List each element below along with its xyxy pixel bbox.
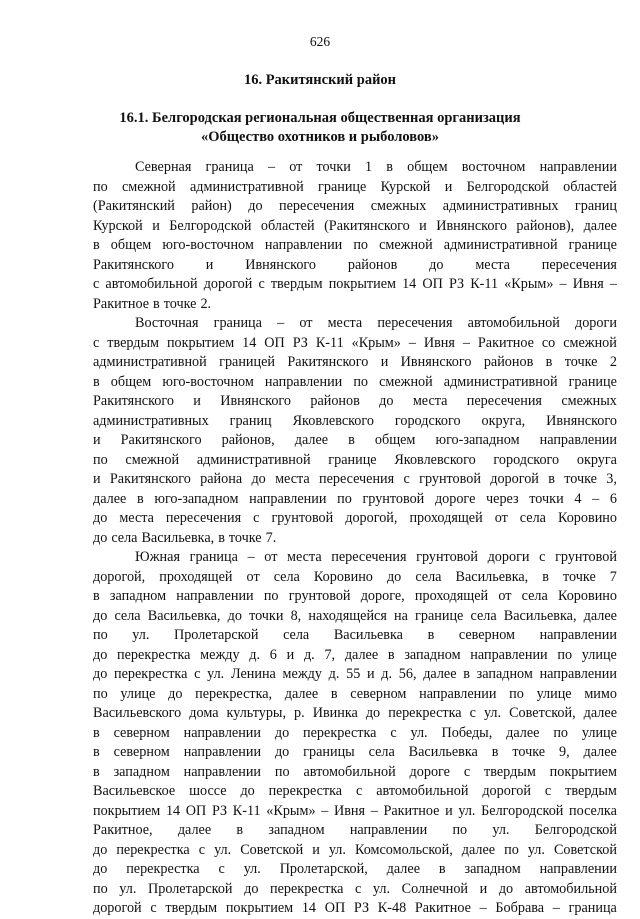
text-line: по ул. Пролетарской села Васильевка в северном направлении — [93, 627, 617, 643]
text-line: Васильевское шоссе до перекрестка с автомобильной дорогой с твердым — [93, 783, 617, 799]
subsection-title-line-2: «Общество охотников и рыболовов» — [201, 129, 439, 145]
text-line: в общем юго-восточном направлении по смежной административной границе — [93, 373, 617, 390]
paragraph — [93, 314, 617, 548]
text-line: с твердым покрытием 14 ОП РЗ К-11 «Крым» – Ивня – Ракитное со смежной — [93, 334, 617, 351]
text-line: административных границ Яковлевского городского округа, Ивнянского — [93, 412, 617, 429]
page-number: 626 — [309, 34, 331, 49]
text-line: административной границей Ракитянского и Ивнянского районов в точке 2 — [93, 354, 617, 370]
text-line: до места пересечения с грунтовой дорогой, проходящей от села Коровино — [93, 510, 617, 526]
text-line: в общем юго-восточном направлении по смежной административной границе — [93, 237, 617, 253]
text-line: дорогой с твердым покрытием 14 ОП РЗ К-48 Ракитное – Бобрава – граница — [93, 900, 617, 916]
text-line: Восточная граница – от места пересечения автомобильной дороги — [135, 315, 617, 331]
paragraph — [93, 548, 617, 919]
text-line: в западном направлении по грунтовой дороге, проходящей от села Коровино — [93, 588, 617, 604]
text-line: до перекрестка с ул. Ленина между д. 55 и д. 56, далее в западном направлении — [93, 666, 617, 682]
text-line: Ракитянского и Ивнянского районов до места пересечения — [93, 256, 617, 273]
text-line: Ракитное в точке 2. — [93, 295, 212, 312]
text-line: Ракитянского и Ивнянского районов до места пересечения смежных — [93, 393, 617, 409]
text-line: по смежной административной границе Курской и Белгородской областей — [93, 178, 617, 195]
text-line: далее в юго-западном направлении по грунтовой дороге через точки 4 – 6 — [93, 490, 617, 507]
subsection-title-line-1: 16.1. Белгородская региональная общественная организация — [119, 110, 521, 126]
text-line: Васильевского дома культуры, р. Ивинка до перекрестка с ул. Советской, далее — [93, 705, 617, 721]
text-line: покрытием 14 ОП РЗ К-11 «Крым» – Ивня – Ракитное и ул. Белгородской поселка — [93, 802, 617, 819]
text-line: Курской и Белгородской областей (Ракитянского и Ивнянского районов), далее — [93, 217, 617, 234]
text-line: (Ракитянский район) до пересечения смежных административных границ — [93, 198, 617, 214]
text-line: с автомобильной дорогой с твердым покрытием 14 ОП РЗ К-11 «Крым» – Ивня – — [93, 276, 617, 292]
text-line: до села Васильевка, до точки 8, находящейся на границе села Васильевка, далее — [93, 607, 617, 624]
document-body — [93, 158, 617, 919]
text-line: Ракитное, далее в западном направлении по ул. Белгородской — [93, 822, 617, 838]
text-line: по смежной административной границе Яковлевского городского округа — [93, 451, 617, 468]
text-line: в северном направлении до перекрестка с ул. Победы, далее по улице — [93, 724, 617, 741]
text-line: в северном направлении до границы села Васильевка в точке 9, далее — [93, 744, 617, 760]
subsection-title — [0, 109, 640, 147]
paragraph — [93, 158, 617, 314]
text-line: дорогой, проходящей от села Коровино до села Васильевка, в точке 7 — [93, 568, 617, 585]
text-line: в западном направлении по автомобильной дороге с твердым покрытием — [93, 763, 617, 780]
text-line: Южная граница – от места пересечения грунтовой дороги с грунтовой — [135, 549, 617, 565]
text-line: Северная граница – от точки 1 в общем восточном направлении — [135, 159, 617, 175]
text-line: по улице до перекрестка, далее в северном направлении по улице мимо — [93, 685, 617, 702]
text-line: до перекрестка с ул. Пролетарской, далее в западном направлении — [93, 861, 617, 877]
text-line: до перекрестка между д. 6 и д. 7, далее в западном направлении по улице — [93, 646, 617, 663]
text-line: до села Васильевка, в точке 7. — [93, 529, 277, 546]
section-title: 16. Ракитянский район — [243, 72, 397, 88]
text-line: и Ракитянского районов, далее в общем юго-западном направлении — [93, 432, 617, 448]
text-line: и Ракитянского района до места пересечения с грунтовой дорогой в точке 3, — [93, 471, 617, 487]
text-line: до перекрестка с ул. Советской и ул. Комсомольской, далее по ул. Советской — [93, 841, 617, 858]
text-line: по ул. Пролетарской до перекрестка с ул. Солнечной и до автомобильной — [93, 880, 617, 897]
